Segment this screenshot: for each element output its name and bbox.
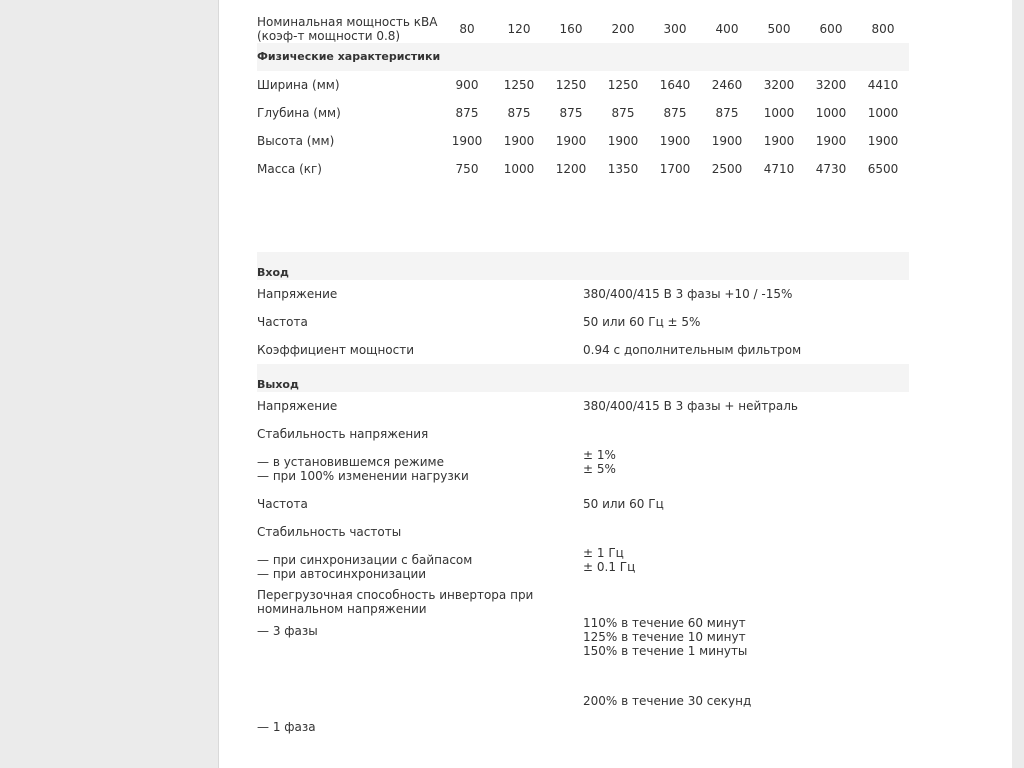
spec-table: [257, 15, 909, 183]
cell-value: 875: [559, 106, 583, 120]
row-label: номинальном напряжении: [257, 602, 427, 616]
row-label: Коэффициент мощности: [257, 343, 415, 357]
cell-value: 1000: [763, 106, 795, 120]
cell-value: 1900: [815, 134, 847, 148]
table-row: [257, 392, 909, 420]
row-label: Высота (мм): [257, 134, 335, 148]
row-label: Стабильность напряжения: [257, 427, 429, 441]
cell-value: 900: [455, 78, 479, 92]
table-row: [257, 155, 909, 183]
cell-value: 875: [611, 106, 635, 120]
cell-value: 875: [455, 106, 479, 120]
cell-value: 1000: [503, 162, 535, 176]
row-label: Частота: [257, 315, 308, 329]
cell-value: 400: [715, 22, 739, 36]
cell-value: 3200: [815, 78, 847, 92]
cell-value: 875: [507, 106, 531, 120]
section-title: Вход: [257, 252, 909, 280]
row-value: ± 0.1 Гц: [583, 560, 636, 574]
cell-value: 1900: [867, 134, 899, 148]
cell-value: 1900: [711, 134, 743, 148]
cell-value: 1250: [607, 78, 639, 92]
cell-value: 300: [663, 22, 687, 36]
row-value: 380/400/415 В 3 фазы +10 / -15%: [583, 287, 793, 301]
row-label: Масса (кг): [257, 162, 322, 176]
table-row: [257, 15, 909, 43]
cell-value: 1000: [815, 106, 847, 120]
row-sublabel: — при 100% изменении нагрузки: [257, 469, 469, 483]
cell-value: 1250: [503, 78, 535, 92]
section-title: Выход: [257, 364, 909, 392]
cell-value: 1350: [607, 162, 639, 176]
row-sublabel: — при синхронизации с байпасом: [257, 553, 473, 567]
row-label: Напряжение: [257, 399, 338, 413]
cell-value: 875: [663, 106, 687, 120]
table-row: [257, 99, 909, 127]
cell-value: 2500: [711, 162, 743, 176]
row-label: Перегрузочная способность инвертора при: [257, 588, 534, 602]
cell-value: 3200: [763, 78, 795, 92]
section-input: [257, 252, 909, 280]
io-table: [257, 252, 909, 734]
table-row: [257, 616, 909, 694]
table-row: [257, 280, 909, 308]
table-row: [257, 71, 909, 99]
row-value: ± 1 Гц: [583, 546, 624, 560]
cell-value: 4730: [815, 162, 847, 176]
table-row: [257, 336, 909, 364]
cell-value: 1640: [659, 78, 691, 92]
cell-value: 1900: [763, 134, 795, 148]
table-row: [257, 546, 909, 588]
cell-value: 1200: [555, 162, 587, 176]
row-value: ± 1%: [583, 448, 616, 462]
cell-value: 1900: [451, 134, 483, 148]
cell-value: 800: [871, 22, 895, 36]
cell-value: 80: [459, 22, 475, 36]
row-label: Глубина (мм): [257, 106, 341, 120]
table-row: [257, 588, 909, 616]
row-label: Ширина (мм): [257, 78, 340, 92]
cell-value: 1900: [555, 134, 587, 148]
cell-value: 1900: [503, 134, 535, 148]
cell-value: 1700: [659, 162, 691, 176]
row-label: Частота: [257, 497, 308, 511]
row-value: 110% в течение 60 минут: [583, 616, 746, 630]
row-sublabel: — 1 фаза: [257, 720, 316, 734]
row-value: 50 или 60 Гц ± 5%: [583, 315, 701, 329]
cell-value: 1900: [659, 134, 691, 148]
section-physical: [257, 43, 909, 71]
row-label: Номинальная мощность кВА (коэф-т мощности 0.8): [257, 15, 438, 43]
cell-value: 1900: [607, 134, 639, 148]
cell-value: 4710: [763, 162, 795, 176]
row-value: 380/400/415 В 3 фазы + нейтраль: [583, 399, 798, 413]
cell-value: 500: [767, 22, 791, 36]
section-output: [257, 364, 909, 392]
row-sublabel: — при автосинхронизации: [257, 567, 427, 581]
content-page: [218, 0, 1012, 768]
cell-value: 6500: [867, 162, 899, 176]
table-row: [257, 127, 909, 155]
table-row: [257, 518, 909, 546]
cell-value: 1250: [555, 78, 587, 92]
cell-value: 2460: [711, 78, 743, 92]
table-row: [257, 694, 909, 734]
cell-value: 120: [507, 22, 531, 36]
row-sublabel: — в установившемся режиме: [257, 455, 444, 469]
cell-value: 750: [455, 162, 479, 176]
row-sublabel: — 3 фазы: [257, 624, 318, 638]
table-row: [257, 420, 909, 448]
row-value: 0.94 с дополнительным фильтром: [583, 343, 802, 357]
row-value: 150% в течение 1 минуты: [583, 644, 748, 658]
cell-value: 1000: [867, 106, 899, 120]
cell-value: 4410: [867, 78, 899, 92]
table-row: [257, 490, 909, 518]
cell-value: 160: [559, 22, 583, 36]
cell-value: 875: [715, 106, 739, 120]
table-row: [257, 448, 909, 490]
row-value: 50 или 60 Гц: [583, 497, 664, 511]
row-value: 200% в течение 30 секунд: [583, 694, 752, 708]
row-label: Напряжение: [257, 287, 338, 301]
row-value: ± 5%: [583, 462, 616, 476]
cell-value: 200: [611, 22, 635, 36]
row-value: 125% в течение 10 минут: [583, 630, 746, 644]
row-label: Стабильность частоты: [257, 525, 402, 539]
cell-value: 600: [819, 22, 843, 36]
table-row: [257, 308, 909, 336]
section-title: Физические характеристики: [257, 43, 909, 71]
